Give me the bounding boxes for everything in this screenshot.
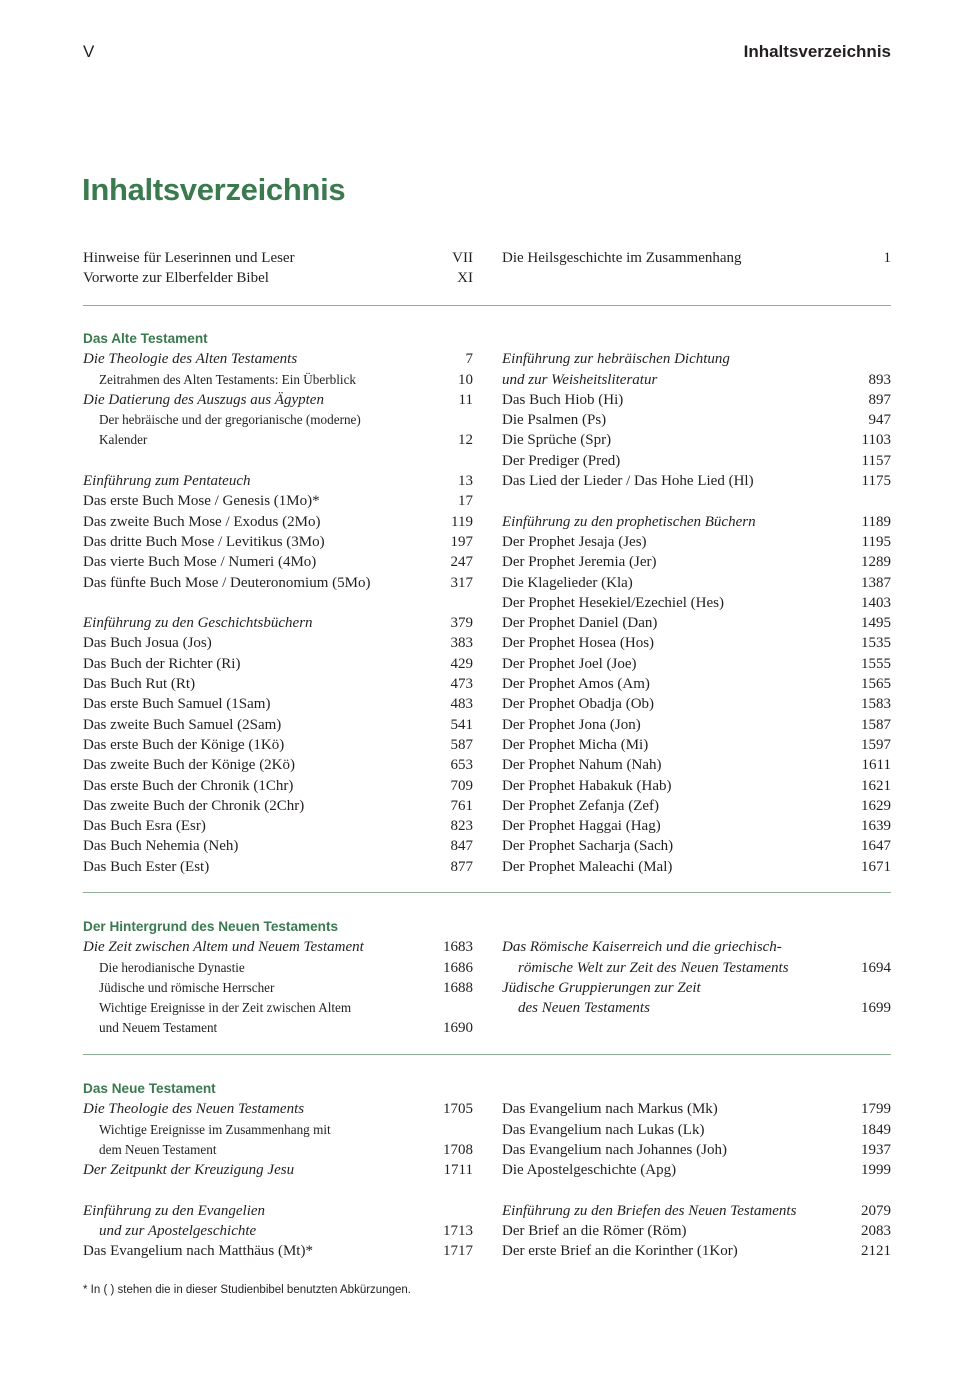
entry-title: Wichtige Ereignisse in der Zeit zwischen Altem	[99, 1000, 352, 1016]
entry-title: Das Buch Rut (Rt)	[83, 676, 196, 693]
entry-title: Die Apostelgeschichte (Apg)	[502, 1162, 677, 1179]
entry-page: 317	[450, 574, 473, 591]
entry-title: Der Prophet Daniel (Dan)	[502, 615, 658, 632]
section-divider	[83, 892, 891, 893]
entry-page: 897	[868, 391, 891, 408]
entry-page: 1495	[861, 615, 891, 632]
toc-entry[interactable]	[502, 715, 891, 735]
entry-title: Das Evangelium nach Markus (Mk)	[502, 1101, 718, 1118]
entry-title: Vorworte zur Elberfelder Bibel	[83, 270, 269, 287]
toc-entry[interactable]	[83, 796, 473, 816]
entry-page: 1535	[861, 635, 891, 652]
section-heading-text: Der Hintergrund des Neuen Testaments	[83, 919, 339, 934]
toc-entry[interactable]	[83, 836, 473, 856]
entry-page: 197	[450, 533, 473, 550]
entry-title: Einführung zur hebräischen Dichtung	[502, 351, 730, 368]
entry-page: 7	[465, 351, 473, 368]
entry-title: Der hebräische und der gregorianische (moderne)	[99, 412, 361, 428]
entry-page: 1195	[861, 533, 891, 550]
entry-title: Das Buch der Richter (Ri)	[83, 655, 241, 672]
entry-title: und Neuem Testament	[99, 1020, 218, 1036]
entry-title: Der Prophet Maleachi (Mal)	[502, 858, 673, 875]
entry-title: Der Prophet Zefanja (Zef)	[502, 797, 660, 814]
entry-page: 12	[458, 432, 473, 449]
toc-entry[interactable]	[83, 410, 473, 430]
toc-entry[interactable]	[502, 776, 891, 796]
entry-title: Der Prophet Jesaja (Jes)	[502, 533, 647, 550]
toc-entry[interactable]	[83, 735, 473, 755]
entry-title: Das Buch Nehemia (Neh)	[83, 838, 239, 855]
toc-entry[interactable]	[83, 978, 473, 998]
toc-entry[interactable]	[83, 1241, 473, 1261]
entry-title: Die Theologie des Alten Testaments	[83, 351, 298, 368]
entry-title: Das erste Buch der Könige (1Kö)	[83, 736, 285, 753]
toc-entry[interactable]	[502, 674, 891, 694]
toc-entry[interactable]	[502, 471, 891, 491]
toc-entry[interactable]	[83, 715, 473, 735]
entry-title: Der Prophet Habakuk (Hab)	[502, 777, 672, 794]
toc-entry[interactable]	[83, 776, 473, 796]
entry-page: 379	[450, 615, 473, 632]
entry-page: 1699	[861, 1000, 891, 1017]
toc-entry[interactable]	[502, 654, 891, 674]
section-heading-nt	[83, 1079, 473, 1099]
entry-page: 1937	[861, 1141, 891, 1158]
entry-page: 947	[868, 412, 891, 429]
entry-page: 1175	[861, 473, 891, 490]
entry-page: 17	[458, 493, 473, 510]
toc-entry[interactable]	[502, 410, 891, 430]
entry-page: 847	[450, 838, 473, 855]
entry-title: Der Prophet Nahum (Nah)	[502, 757, 662, 774]
entry-title: Der Brief an die Römer (Röm)	[502, 1223, 687, 1240]
entry-page: 1387	[861, 574, 891, 591]
toc-entry[interactable]	[502, 755, 891, 775]
toc-entry[interactable]	[83, 1018, 473, 1038]
toc-entry[interactable]	[502, 816, 891, 836]
entry-title: Das Römische Kaiserreich und die griechisch-	[502, 939, 782, 956]
intro-right-column	[502, 248, 891, 268]
entry-page: 1647	[861, 838, 891, 855]
entry-page: 1597	[861, 736, 891, 753]
entry-page: VII	[452, 250, 473, 266]
toc-entry[interactable]	[83, 532, 473, 552]
toc-entry[interactable]	[502, 978, 891, 998]
entry-page: 1713	[443, 1223, 473, 1240]
spacer	[502, 491, 891, 511]
entry-title: Einführung zu den Geschichtsbüchern	[83, 615, 313, 632]
entry-page: 1686	[443, 959, 473, 976]
toc-entry[interactable]	[83, 755, 473, 775]
entry-page: 383	[450, 635, 473, 652]
toc-entry[interactable]	[83, 1099, 473, 1119]
toc-entry[interactable]	[502, 573, 891, 593]
toc-entry[interactable]	[83, 694, 473, 714]
entry-title: Das vierte Buch Mose / Numeri (4Mo)	[83, 554, 317, 571]
toc-entry[interactable]	[83, 1201, 473, 1221]
toc-entry[interactable]	[502, 998, 891, 1018]
spacer	[83, 593, 473, 613]
toc-entry[interactable]	[502, 370, 891, 390]
toc-entry[interactable]	[502, 593, 891, 613]
toc-entry[interactable]	[502, 958, 891, 978]
toc-entry[interactable]	[83, 654, 473, 674]
entry-title: Wichtige Ereignisse im Zusammenhang mit	[99, 1121, 331, 1137]
entry-page: 761	[450, 797, 473, 814]
entry-title: Jüdische und römische Herrscher	[99, 979, 275, 995]
toc-entry[interactable]	[502, 1120, 891, 1140]
toc-entry[interactable]	[502, 836, 891, 856]
entry-page: 823	[450, 818, 473, 835]
toc-entry[interactable]	[83, 674, 473, 694]
section-heading-text: Das Alte Testament	[83, 331, 208, 346]
toc-entry[interactable]	[83, 512, 473, 532]
toc-entry[interactable]	[502, 349, 891, 369]
toc-entry[interactable]	[83, 958, 473, 978]
ot-left-column	[83, 329, 473, 877]
toc-entry[interactable]	[502, 532, 891, 552]
entry-page: 10	[458, 371, 473, 388]
toc-entry[interactable]	[83, 613, 473, 633]
page-number: V	[83, 42, 95, 61]
entry-page: 653	[450, 757, 473, 774]
entry-page: 1717	[443, 1243, 473, 1260]
toc-entry[interactable]	[502, 1099, 891, 1119]
entry-page: 1103	[861, 432, 891, 449]
toc-entry[interactable]	[502, 451, 891, 471]
page-title: Inhaltsverzeichnis	[82, 172, 346, 207]
entry-page: 247	[450, 554, 473, 571]
section-heading-ot	[83, 329, 473, 349]
entry-page: 483	[450, 696, 473, 713]
toc-entry[interactable]	[502, 248, 891, 268]
entry-page: 1690	[443, 1020, 473, 1037]
entry-title: des Neuen Testaments	[518, 1000, 650, 1017]
entry-page: 2079	[861, 1202, 891, 1219]
entry-title: Der Prophet Obadja (Ob)	[502, 696, 655, 713]
entry-page: 1587	[861, 716, 891, 733]
running-head: Inhaltsverzeichnis	[743, 42, 891, 61]
toc-entry[interactable]	[83, 857, 473, 877]
entry-title: Jüdische Gruppierungen zur Zeit	[502, 979, 701, 996]
section-divider	[83, 1054, 891, 1055]
toc-entry[interactable]	[83, 1221, 473, 1241]
nt-left-column	[83, 1079, 473, 1262]
entry-page: 1583	[861, 696, 891, 713]
entry-title: Der Prophet Hosea (Hos)	[502, 635, 655, 652]
toc-entry[interactable]	[502, 796, 891, 816]
entry-title: Die herodianische Dynastie	[99, 959, 245, 975]
entry-page: 1289	[861, 554, 891, 571]
toc-entry[interactable]	[83, 633, 473, 653]
entry-title: Der Prophet Haggai (Hag)	[502, 818, 661, 835]
entry-title: Das Evangelium nach Johannes (Joh)	[502, 1141, 727, 1158]
toc-entry[interactable]	[83, 268, 473, 288]
entry-title: Der Prophet Amos (Am)	[502, 676, 650, 693]
entry-page: 11	[458, 391, 473, 408]
entry-title: Der Prophet Jeremia (Jer)	[502, 554, 657, 571]
toc-entry[interactable]	[83, 1120, 473, 1140]
toc-entry[interactable]	[502, 857, 891, 877]
toc-entry[interactable]	[83, 248, 473, 268]
toc-entry[interactable]	[83, 390, 473, 410]
entry-page: 1705	[443, 1101, 473, 1118]
entry-page: 1688	[443, 979, 473, 996]
spacer	[83, 451, 473, 471]
entry-title: Das Evangelium nach Matthäus (Mt)*	[83, 1243, 313, 1260]
entry-title: Das Buch Josua (Jos)	[83, 635, 212, 652]
toc-entry[interactable]	[502, 1140, 891, 1160]
ot-right-column	[502, 349, 891, 877]
entry-page: 1157	[861, 452, 891, 469]
entry-title: Einführung zu den Evangelien	[83, 1202, 266, 1219]
toc-entry[interactable]	[502, 390, 891, 410]
toc-entry[interactable]	[83, 937, 473, 957]
entry-title: Das Buch Hiob (Hi)	[502, 391, 624, 408]
entry-page: 1694	[861, 959, 891, 976]
entry-title: Das zweite Buch Samuel (2Sam)	[83, 716, 282, 733]
entry-title: dem Neuen Testament	[99, 1141, 217, 1157]
toc-entry[interactable]	[502, 937, 891, 957]
entry-title: Der Prophet Joel (Joe)	[502, 655, 637, 672]
toc-entry[interactable]	[83, 552, 473, 572]
entry-title: Die Psalmen (Ps)	[502, 412, 607, 429]
entry-title: Einführung zu den Briefen des Neuen Testaments	[502, 1202, 797, 1219]
toc-entry[interactable]	[83, 998, 473, 1018]
entry-title: Das erste Buch Samuel (1Sam)	[83, 696, 271, 713]
entry-page: 1708	[443, 1141, 473, 1158]
entry-title: Die Datierung des Auszugs aus Ägypten	[83, 391, 324, 408]
entry-title: Die Zeit zwischen Altem und Neuem Testament	[83, 939, 364, 956]
entry-page: 473	[450, 676, 473, 693]
entry-title: Das fünfte Buch Mose / Deuteronomium (5Mo)	[83, 574, 371, 591]
entry-title: Das zweite Buch Mose / Exodus (2Mo)	[83, 513, 321, 530]
entry-title: Das Lied der Lieder / Das Hohe Lied (Hl)	[502, 473, 754, 490]
entry-title: Das zweite Buch der Chronik (2Chr)	[83, 797, 305, 814]
entry-title: Die Theologie des Neuen Testaments	[83, 1101, 305, 1118]
entry-title: Der Prediger (Pred)	[502, 452, 621, 469]
entry-title: römische Welt zur Zeit des Neuen Testaments	[518, 959, 789, 976]
entry-title: Das erste Buch Mose / Genesis (1Mo)*	[83, 493, 320, 510]
section-divider	[83, 305, 891, 306]
toc-entry[interactable]	[83, 1140, 473, 1160]
entry-title: Das Evangelium nach Lukas (Lk)	[502, 1121, 705, 1138]
entry-page: 13	[458, 473, 473, 490]
entry-page: 429	[450, 655, 473, 672]
entry-title: Die Heilsgeschichte im Zusammenhang	[502, 250, 742, 266]
entry-page: 893	[868, 371, 891, 388]
toc-entry[interactable]	[83, 471, 473, 491]
entry-title: Der erste Brief an die Korinther (1Kor)	[502, 1243, 738, 1260]
toc-entry[interactable]	[83, 349, 473, 369]
toc-entry[interactable]	[502, 633, 891, 653]
entry-page: 1639	[861, 818, 891, 835]
toc-entry[interactable]	[502, 1221, 891, 1241]
entry-page: 1	[883, 250, 891, 266]
entry-page: 1799	[861, 1101, 891, 1118]
entry-title: Der Zeitpunkt der Kreuzigung Jesu	[83, 1162, 295, 1179]
entry-page: 1565	[861, 676, 891, 693]
intro-left-column	[83, 248, 473, 289]
entry-page: 2121	[861, 1243, 891, 1260]
entry-page: 587	[450, 736, 473, 753]
entry-title: Das erste Buch der Chronik (1Chr)	[83, 777, 294, 794]
entry-page: 1189	[861, 513, 891, 530]
entry-title: Einführung zu den prophetischen Büchern	[502, 513, 756, 530]
entry-page: 1849	[861, 1121, 891, 1138]
entry-page: 1555	[861, 655, 891, 672]
footnote: * In ( ) stehen die in dieser Studienbibel benutzten Abkürzungen.	[83, 1284, 411, 1296]
entry-page: 1403	[861, 594, 891, 611]
toc-entry[interactable]	[502, 613, 891, 633]
nt-right-column	[502, 1099, 891, 1261]
entry-title: Der Prophet Hesekiel/Ezechiel (Hes)	[502, 594, 724, 611]
spacer	[502, 1180, 891, 1200]
toc-entry[interactable]	[502, 1160, 891, 1180]
toc-entry[interactable]	[83, 1160, 473, 1180]
toc-entry[interactable]	[502, 512, 891, 532]
entry-title: Das Buch Ester (Est)	[83, 858, 210, 875]
entry-title: und zur Apostelgeschichte	[99, 1223, 257, 1240]
toc-entry[interactable]	[502, 1201, 891, 1221]
toc-entry[interactable]	[83, 491, 473, 511]
entry-title: Zeitrahmen des Alten Testaments: Ein Überblick	[99, 371, 357, 387]
entry-page: 1629	[861, 797, 891, 814]
toc-entry[interactable]	[502, 735, 891, 755]
entry-title: Hinweise für Leserinnen und Leser	[83, 250, 295, 266]
toc-entry[interactable]	[83, 370, 473, 390]
entry-title: Das Buch Esra (Esr)	[83, 818, 206, 835]
entry-page: 1999	[861, 1162, 891, 1179]
entry-title: Die Sprüche (Spr)	[502, 432, 612, 449]
entry-page: 2083	[861, 1223, 891, 1240]
toc-entry[interactable]	[502, 1241, 891, 1261]
entry-title: Kalender	[99, 432, 148, 448]
entry-title: Das dritte Buch Mose / Levitikus (3Mo)	[83, 533, 325, 550]
spacer	[83, 1180, 473, 1200]
toc-entry[interactable]	[502, 552, 891, 572]
toc-entry[interactable]	[502, 694, 891, 714]
nt-background-right-column	[502, 937, 891, 1018]
entry-title: und zur Weisheitsliteratur	[502, 371, 658, 388]
entry-title: Der Prophet Sacharja (Sach)	[502, 838, 674, 855]
entry-page: 1711	[443, 1162, 473, 1179]
entry-title: Der Prophet Jona (Jon)	[502, 716, 641, 733]
entry-page: 709	[450, 777, 473, 794]
entry-page: 1611	[861, 757, 891, 774]
entry-page: 119	[451, 513, 473, 530]
entry-page: 877	[450, 858, 473, 875]
entry-page: 1683	[443, 939, 473, 956]
nt-background-left-column	[83, 917, 473, 1039]
entry-page: 541	[450, 716, 473, 733]
entry-page: 1621	[861, 777, 891, 794]
toc-entry[interactable]	[502, 430, 891, 450]
section-heading-text: Das Neue Testament	[83, 1081, 216, 1096]
toc-entry[interactable]	[83, 816, 473, 836]
entry-page: XI	[457, 270, 473, 287]
entry-title: Die Klagelieder (Kla)	[502, 574, 633, 591]
entry-title: Einführung zum Pentateuch	[83, 473, 251, 490]
section-heading-nt-background	[83, 917, 473, 937]
entry-title: Das zweite Buch der Könige (2Kö)	[83, 757, 296, 774]
toc-entry[interactable]	[83, 573, 473, 593]
toc-entry[interactable]	[83, 430, 473, 450]
entry-page: 1671	[861, 858, 891, 875]
entry-title: Der Prophet Micha (Mi)	[502, 736, 649, 753]
